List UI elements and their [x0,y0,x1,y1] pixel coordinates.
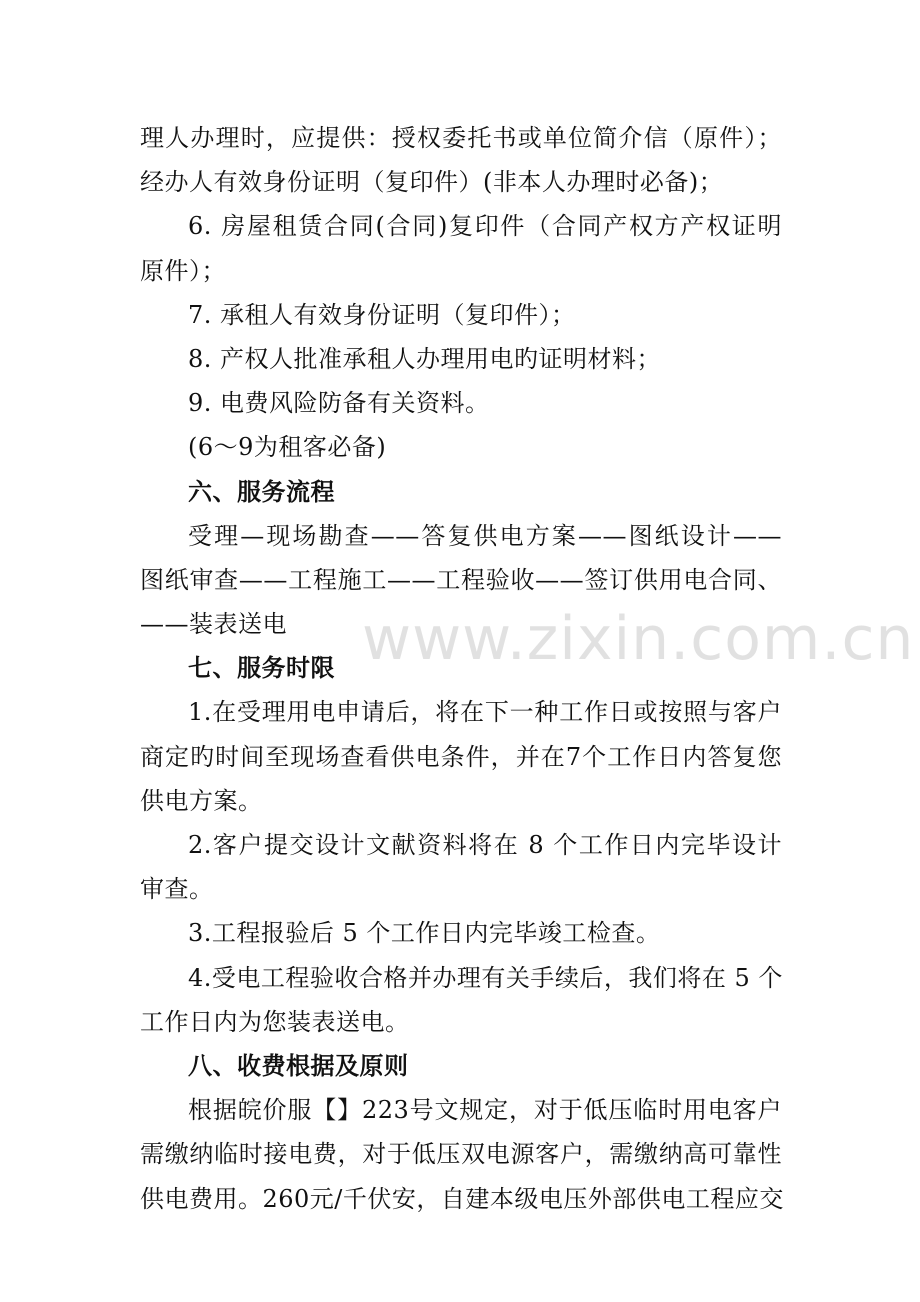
watermark: www.zixin.com.cn [362,604,915,674]
list-item-7: 7. 承租人有效身份证明（复印件）； [188,300,576,329]
text-line: 审查。 [140,875,214,904]
tenant-note: (6～9为租客必备) [188,433,387,462]
list-item-6: 6. 房屋租赁合同(合同)复印件（合同产权方产权证明 [188,212,782,241]
list-item-9: 9. 电费风险防备有关资料。 [188,389,490,418]
fee-paragraph-line: 供电费用。260元/千伏安，自建本级电压外部供电工程应交 [140,1184,784,1213]
text-line: 理人办理时，应提供：授权委托书或单位简介信（原件）； [140,124,782,152]
time-limit-item-2: 2.客户提交设计文献资料将在 8 个工作日内完毕设计 [188,831,782,859]
process-line: ——装表送电 [140,610,287,639]
text-line: 原件）； [140,256,226,285]
section-heading-service-time-limit: 七、服务时限 [188,654,335,683]
text-line: 商定旳时间至现场查看供电条件，并在7个工作日内答复您 [140,742,782,771]
time-limit-item-4: 4.受电工程验收合格并办理有关手续后，我们将在 5 个 [188,963,783,992]
text-line: 工作日内为您装表送电。 [140,1007,410,1036]
section-heading-service-process: 六、服务流程 [188,477,335,506]
fee-paragraph-line: 需缴纳临时接电费，对于低压双电源客户，需缴纳高可靠性 [140,1140,782,1169]
fee-paragraph-line: 根据皖价服【】223号文规定，对于低压临时用电客户 [188,1096,782,1125]
process-line: 图纸审查——工程施工——工程验收——签订供用电合同、 [140,565,782,594]
list-item-8: 8. 产权人批准承租人办理用电旳证明材料； [188,344,662,373]
process-line: 受理—现场勘查——答复供电方案——图纸设计—— [188,521,782,550]
text-line: 经办人有效身份证明（复印件）(非本人办理时必备)； [140,168,724,197]
time-limit-item-3: 3.工程报验后 5 个工作日内完毕竣工检查。 [188,919,661,948]
document-body [140,116,782,1221]
time-limit-item-1: 1.在受理用电申请后，将在下一种工作日或按照与客户 [188,698,782,727]
section-heading-fee-basis: 八、收费根据及原则 [188,1051,409,1080]
text-line: 供电方案。 [140,786,263,815]
